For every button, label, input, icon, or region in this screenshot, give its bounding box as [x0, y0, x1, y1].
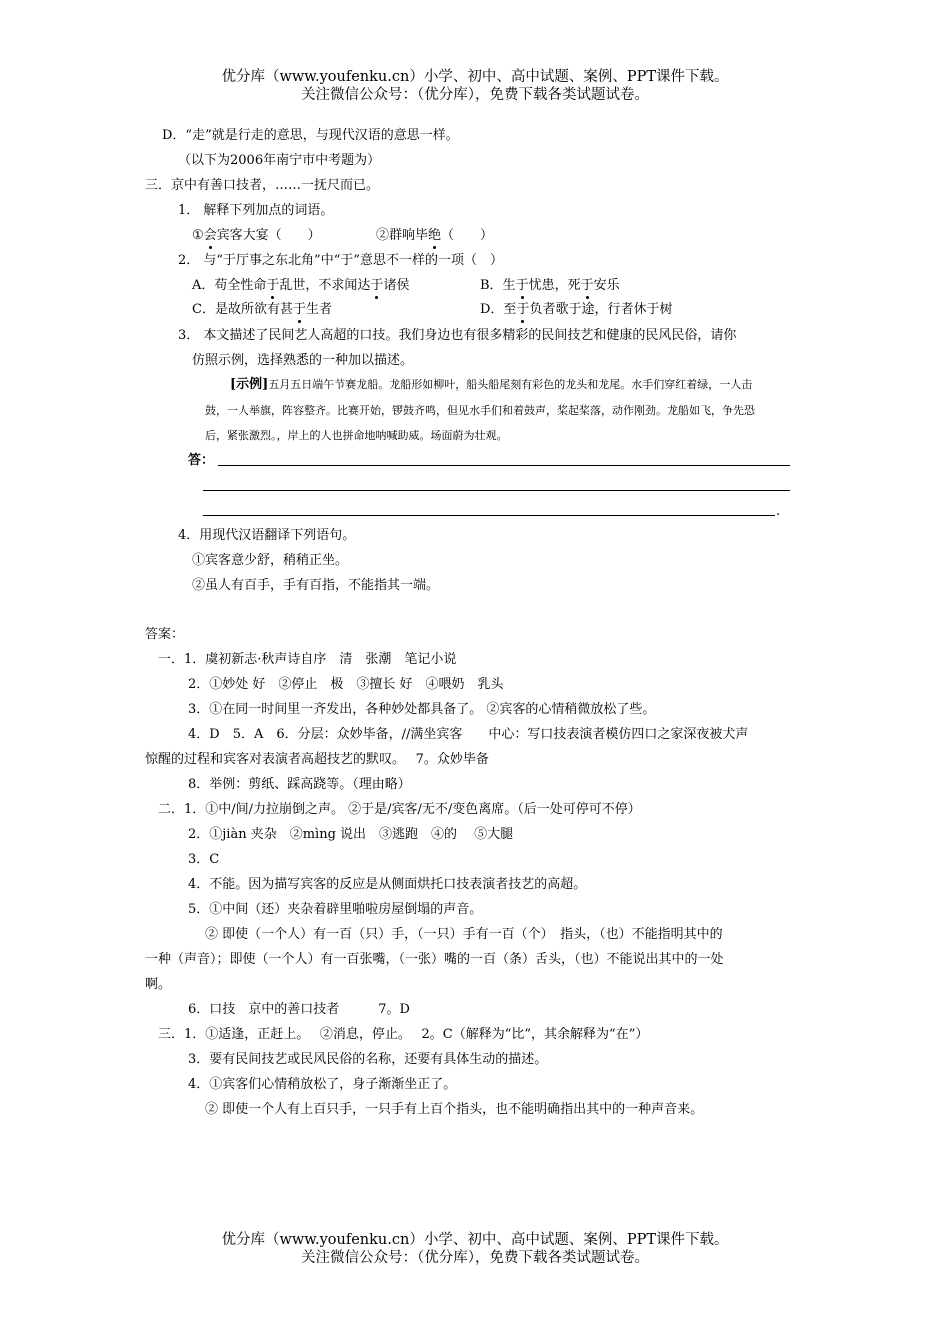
question-4: 4．用现代汉语翻译下列语句。 [178, 528, 356, 543]
header-line-2: 关注微信公众号：（优分库），免费下载各类试题试卷。 [301, 87, 649, 103]
example-line-1: [示例]五月五日端午节赛龙船。龙船形如柳叶，船头船尾刻有彩色的龙头和龙尾。水手们穿红着绿，一人击 [230, 377, 753, 392]
header-line-1: 优分库（www.youfenku.cn）小学、初中、高中试题、案例、PPT课件下载。 [221, 69, 729, 85]
answer-3-4-a: 4．①宾客们心情稍放松了，身子渐渐坐正了。 [188, 1077, 457, 1092]
question-2: 2． 与“于厅事之东北角”中“于”意思不一样的一项（ ） [178, 253, 503, 268]
option-d: D．“走”就是行走的意思，与现代汉语的意思一样。 [162, 128, 459, 143]
question-2-option-c: C．是故所欲有甚于生者 [192, 300, 332, 320]
question-4-item-b: ②虽人有百手，手有百指，不能指其一端。 [192, 578, 440, 593]
example-line-2: 鼓，一人举旗，阵容整齐。比赛开始，锣鼓齐鸣，但见水手们和着鼓声，桨起桨落，动作刚劲。龙船如飞，争先恐 [205, 404, 755, 417]
question-1: 1． 解释下列加点的词语。 [178, 203, 334, 218]
footer-line-2: 关注微信公众号：（优分库），免费下载各类试题试卷。 [301, 1250, 649, 1266]
answer-2-2: 2．①jiàn 夹杂 ②mìng 说出 ③逃跑 ④的 ⑤大腿 [188, 827, 514, 842]
example-line-3: 后，紧张激烈。，岸上的人也拼命地呐喊助威。场面蔚为壮观。 [205, 429, 508, 442]
answer-2-5: 5．①中间（还）夹杂着辟里啪啦房屋倒塌的声音。 [188, 902, 483, 917]
answer-2-5-b-line-3: 啊。 [145, 977, 172, 992]
answers-title: 答案： [145, 627, 185, 642]
answer-2-6: 6．口技 京中的善口技者 7。D [188, 1002, 410, 1017]
answer-1-4-line-1: 4．D 5．A 6．分层：众妙毕备，//满坐宾客 中心：写口技表演者模仿四口之家深夜被犬声 [188, 727, 749, 742]
example-label: [示例] [230, 377, 269, 392]
question-1-item-b: ②群响毕绝（ ） [376, 226, 493, 246]
answer-3-3: 3．要有民间技艺或民风民俗的名称，还要有具体生动的描述。 [188, 1052, 548, 1067]
answer-1-3: 3．①在同一时间里一齐发出，各种妙处都具备了。 ②宾客的心情稍微放松了些。 [188, 702, 656, 717]
answer-1-1: 一．1．虞初新志·秋声诗自序 清 张潮 笔记小说 [158, 652, 457, 667]
answer-2-5-b-line-2: 一种（声音）；即使（一个人）有一百张嘴，（一张）嘴的一百（条）舌头，（也）不能说出其中的一处 [145, 952, 724, 967]
question-2-option-b: B．生于忧患，死于安乐 [480, 276, 620, 296]
answer-label: 答： [188, 453, 215, 468]
answer-1-2: 2．①妙处 好 ②停止 极 ③擅长 好 ④喂奶 乳头 [188, 677, 504, 692]
question-3-line-2: 仿照示例，选择熟悉的一种加以描述。 [192, 353, 414, 368]
answer-1-8: 8．举例：剪纸、踩高跷等。（理由略） [188, 777, 411, 792]
answer-end-mark: . [776, 504, 781, 519]
answer-1-4-line-2: 惊醒的过程和宾客对表演者高超技艺的默叹。 7。众妙毕备 [145, 752, 489, 767]
question-2-option-d: D．至于负者歌于途，行者休于树 [480, 300, 672, 320]
answer-2-4: 4．不能。因为描写宾客的反应是从侧面烘托口技表演者技艺的高超。 [188, 877, 587, 892]
answer-3-1: 三．1．①适逢，正赶上。 ②消息，停止。 2。C（解释为“比”，其余解释为“在”） [158, 1027, 649, 1042]
question-3-line-1: 3． 本文描述了民间艺人高超的口技。我们身边也有很多精彩的民间技艺和健康的民风民俗，请你 [178, 328, 737, 343]
answer-2-5-b-line-1: ② 即使（一个人）有一百（只）手，（一只）手有一百（个） 指头，（也）不能指明其中的 [205, 927, 723, 942]
answer-3-4-b: ② 即使一个人有上百只手，一只手有上百个指头，也不能明确指出其中的一种声音来。 [205, 1102, 704, 1117]
answer-2-3: 3．C [188, 852, 220, 867]
answer-2-1: 二．1．①中/间/力拉崩倒之声。 ②于是/宾客/无不/变色离席。（后一处可停可不停） [158, 802, 641, 817]
question-2-option-a: A．苟全性命于乱世，不求闻达于诸侯 [192, 276, 409, 296]
answer-line-3[interactable] [203, 515, 775, 516]
question-1-item-a: ①会宾客大宴（ ） [192, 226, 321, 246]
section-3-title: 三．京中有善口技者，……一抚尺而已。 [145, 178, 380, 193]
exam-note: （以下为2006年南宁市中考题为） [178, 153, 381, 168]
question-4-item-a: ①宾客意少舒，稍稍正坐。 [192, 553, 349, 568]
answer-line-2[interactable] [203, 490, 790, 491]
footer-line-1: 优分库（www.youfenku.cn）小学、初中、高中试题、案例、PPT课件下载。 [221, 1232, 729, 1248]
answer-line-1[interactable] [218, 465, 790, 466]
